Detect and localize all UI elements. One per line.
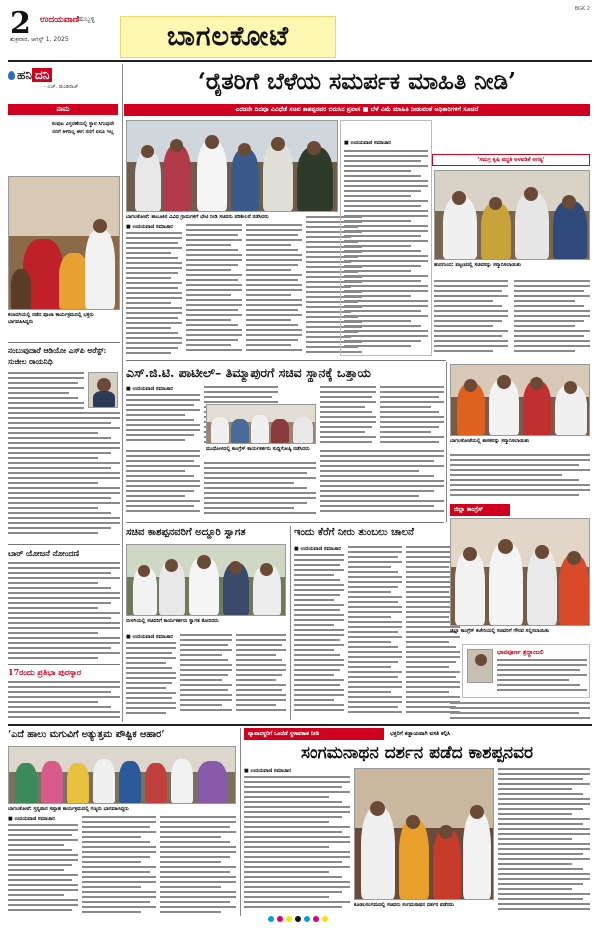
lead-right-body-1: [434, 280, 508, 356]
bottom-rule: [8, 724, 592, 726]
lead-body-col2: [186, 224, 242, 356]
second-body-col3: [320, 386, 376, 446]
lead-body-col1: [126, 232, 182, 356]
bottom-left-caption: ಬಾಗಲಕೋಟೆ: ಸ್ತನ್ಯಪಾನ ಸಪ್ತಾಹ ಕಾರ್ಯಕ್ರಮದಲ್ಲಿ ಗಣ್ಯರು ಭಾಗವಹಿಸಿದ್ದರು: [8, 806, 129, 812]
second-body-lower-2: [204, 462, 316, 518]
page-number: 2: [10, 6, 31, 41]
lead-photo: [126, 120, 338, 212]
bottom-right-body-2: [498, 768, 590, 914]
naama-text: ಸಂಪುಟ ವಿಸ್ತರಣೆಯಲ್ಲಿ ಸ್ಥಾನ ಸಿಗುವುದೇ ನನಗೆ ತಿಳಿದಿಲ್ಲ ಈಗ ನನಗೆ ಏನೂ ಇಲ್ಲ: [51, 121, 115, 135]
right-photo-2: [450, 518, 590, 626]
page-label: BGK 2: [574, 6, 590, 12]
obituary-portrait: [467, 649, 493, 683]
lead-subheadline: ಎರಡನೇ ದಿನವೂ ವಿವಿಧೆಡೆ ಸಚಿವ ಕಾಶಪ್ಪನವರ ಬಿರುಸಿನ ಪ್ರವಾಸ ■ ಬೆಳೆ ವಿಮೆ ಮಾಹಿತಿ ನೀಡುವಂತೆ ಅಧಿಕಾರಿಗಳಿಗೆ ಸೂಚನೆ: [124, 104, 590, 116]
edition-name: ಹುಬ್ಬಳ್ಳಿ: [78, 15, 95, 23]
obituary-text: ಭಾವಪೂರ್ಣ ಶ್ರದ್ಧಾಂಜಲಿ: [497, 649, 544, 656]
second-photo-caption: ಮುಧೋಳದಲ್ಲಿ ಕಾಂಗ್ರೆಸ್ ಕಾರ್ಯಕರ್ತರು ಸುದ್ದಿಗೋಷ್ಠಿ ನಡೆಸಿದರು: [206, 446, 310, 452]
newspaper-brand: ಉದಯವಾಣಿ: [40, 15, 80, 25]
bottom-left-headline: ‘ಎದೆ ಹಾಲು ಮಗುವಿಗೆ ಅತ್ಯುತ್ತಮ ಪೌಷ್ಟಿಕ ಆಹಾರ’: [8, 729, 165, 740]
lead-body-col3: [246, 224, 302, 356]
second-body-col4: [380, 386, 444, 446]
lead-headline: ‘ರೈತರಿಗೆ ಬೆಳೆಯ ಸಮರ್ಪಕ ಮಾಹಿತಿ ನೀಡಿ’: [197, 68, 517, 95]
right-column-divider: [446, 362, 447, 522]
left-column-photo: [8, 176, 120, 310]
left-divider-1: [8, 342, 120, 343]
welcome-photo-caption: ಬೀಳಗಿಯಲ್ಲಿ ಸಚಿವರಿಗೆ ಕಾರ್ಯಕರ್ತರು ಸ್ವಾಗತ ಕೋರಿದರು: [126, 618, 219, 624]
second-bureau: ■ ಉದಯವಾಣಿ ಸಮಾಚಾರ: [126, 386, 173, 392]
water-body-2: [348, 546, 402, 718]
bottom-left-body-3: [160, 816, 236, 914]
lead-bureau: ■ ಉದಯವಾಣಿ ಸಮಾಚಾರ: [126, 224, 173, 230]
header-rule: [8, 60, 592, 62]
logo-hani: ಹನಿ: [17, 68, 32, 82]
lead-rule-bottom: [126, 360, 446, 361]
side-story-headline: ‘ಸಮಗ್ರ ಕೃಷಿ ಪದ್ಧತಿ ಅಳವಡಿಕೆ ಅಗತ್ಯ’: [432, 154, 590, 166]
left-story1-headline: ನಂಬುವುದಾರೆ ಆಡಿಯೋ ಎಸ್‌ಪಿ ಅರೆಸ್ಟ್‌: ಸುಜೀಲ ರಾಯನಿಧಿ: [8, 346, 107, 366]
right-body-2: [450, 702, 590, 720]
left-story2-headline: ಬಾರ್ ಯೋಜನೆ ನೋಂದಣಿ: [8, 548, 80, 558]
bottom-right-kicker-2: ಭಕ್ತರಿಗೆ ಕಡ್ಡಾಯವಾಗಿ ವಸತಿ ಕಲ್ಪಿಸಿ: [390, 731, 451, 737]
bottom-left-body-2: [82, 816, 156, 914]
water-headline: ಇಂದು ಕೆರೆಗೆ ನೀರು ತುಂಬಲು ಚಾಲನೆ: [294, 527, 414, 538]
welcome-body-1: [126, 642, 176, 718]
second-body-lower: [126, 450, 200, 518]
right-photo-2-caption: ಜಿಲ್ಲಾ ಕಾಂಗ್ರೆಸ್ ಕಚೇರಿಯಲ್ಲಿ ಸಚಿವರಿಗೆ ಗೌರವ ಸಲ್ಲಿಸಲಾಯಿತು: [450, 628, 550, 634]
left-story3-body: [8, 681, 120, 721]
bottom-right-kicker: ವ್ಯಾಪಾರಸ್ಥರಿಗೆ ಒಂದೆಡೆ ಸ್ಥಳಾವಕಾಶ ನೀಡಿ: [244, 728, 384, 740]
right-ribbon: ಜಿಲ್ಲಾ ಕಾಂಗ್ರೆಸ್: [450, 504, 510, 516]
lead-right-photo: [434, 170, 590, 260]
welcome-divider: [290, 526, 291, 720]
logo-dani: ದನಿ: [32, 68, 52, 82]
left-story1-body-2: [8, 412, 120, 536]
bottom-right-bureau: ■ ಉದಯವಾಣಿ ಸಮಾಚಾರ: [244, 768, 291, 774]
bottom-divider: [240, 728, 241, 916]
left-story3-headline: 17ರಂದು ಪ್ರತಿಭಾ ಪುರಸ್ಕಾರ: [8, 667, 82, 677]
second-body-col1: [126, 394, 200, 446]
water-body-1: [294, 554, 344, 718]
bottom-left-bureau: ■ ಉದಯವಾಣಿ ಸಮಾಚಾರ: [8, 816, 55, 822]
bottom-right-caption: ಕೂಡಲಸಂಗಮದಲ್ಲಿ ಸಚಿವರು ಸಂಗಮನಾಥನ ದರ್ಶನ ಪಡೆದರು: [354, 902, 454, 908]
left-divider-3: [8, 664, 120, 665]
lead-sidebar-bureau: ■ ಉದಯವಾಣಿ ಸಮಾಚಾರ: [344, 140, 391, 146]
bottom-right-headline: ಸಂಗಮನಾಥನ ದರ್ಶನ ಪಡೆದ ಕಾಶಪ್ಪನವರ: [300, 743, 534, 763]
left-column-divider: [122, 64, 123, 722]
bottom-right-body-1: [244, 776, 350, 914]
left-story1-portrait: [88, 372, 118, 408]
obituary-ad: [462, 644, 590, 698]
print-registration-marks: [268, 916, 334, 922]
second-headline: ಎಸ್‌.ಜಿ.ಟಿ. ಪಾಟೀಲ್‌– ತಿಮ್ಮಾಪುರಗೆ ಸಚಿವ ಸ್ಥಾನಕ್ಕೆ ಒತ್ತಾಯ: [126, 365, 371, 380]
dateline: ಶುಕ್ರವಾರ, ಆಗಸ್ಟ್ 1, 2025: [10, 36, 69, 43]
logo-drop-icon: [8, 71, 15, 80]
lead-right-body-2: [514, 280, 590, 356]
second-rule-bottom: [126, 522, 444, 523]
right-photo-1-caption: ಬಾಗಲಕೋಟೆಯಲ್ಲಿ ಶಾಸಕರನ್ನು ಸನ್ಮಾನಿಸಲಾಯಿತು: [450, 438, 530, 444]
welcome-headline: ಸಚಿವ ಕಾಶಪ್ಪನವರಿಗೆ ಅದ್ದೂರಿ ಸ್ವಾಗತ: [126, 527, 246, 538]
welcome-body-3: [236, 634, 286, 718]
welcome-body-2: [180, 634, 232, 718]
left-story2-body: [8, 562, 120, 662]
welcome-bureau: ■ ಉದಯವಾಣಿ ಸಮಾಚಾರ: [126, 634, 173, 640]
lead-photo-caption: ಬಾಗಲಕೋಟೆ: ತಾಲೂಕಿನ ವಿವಿಧ ಗ್ರಾಮಗಳಿಗೆ ಭೇಟಿ ನೀಡಿ ಸಚಿವರು ಪರಿಶೀಲನೆ ನಡೆಸಿದರು: [126, 214, 269, 220]
bottom-right-photo: [354, 768, 494, 900]
obituary-body: [497, 659, 587, 695]
lead-sidebar-body: [344, 150, 428, 352]
bottom-left-photo: [8, 746, 236, 804]
welcome-photo: [126, 544, 286, 616]
left-photo-caption: ಕಲಾದಗಿಯಲ್ಲಿ ನಡೆದ ಪೂಜಾ ಕಾರ್ಯಕ್ರಮದಲ್ಲಿ ಭಕ್ತರು ಭಾಗವಹಿಸಿದ್ದರು: [8, 312, 94, 325]
left-divider-2: [8, 544, 120, 545]
second-photo-main: [206, 404, 316, 444]
water-bureau: ■ ಉದಯವಾಣಿ ಸಮಾಚಾರ: [294, 546, 341, 552]
right-body-1: [450, 454, 590, 500]
column-author: - ಎಚ್. ಡುಂಡಿರಾಜ್: [44, 84, 79, 90]
bottom-left-body-1: [8, 824, 78, 914]
lead-right-caption: ಹುನಗುಂದ: ಪಟ್ಟಣದಲ್ಲಿ ಸಚಿವರನ್ನು ಸನ್ಮಾನಿಸಲಾಯಿತು: [434, 262, 522, 268]
column-logo: [8, 64, 118, 84]
section-banner: ಬಾಗಲಕೋಟೆ: [120, 16, 336, 58]
second-body-lower-3: [320, 450, 444, 518]
naama-heading: ನಾಮ: [8, 104, 118, 115]
right-photo-1: [450, 364, 590, 436]
